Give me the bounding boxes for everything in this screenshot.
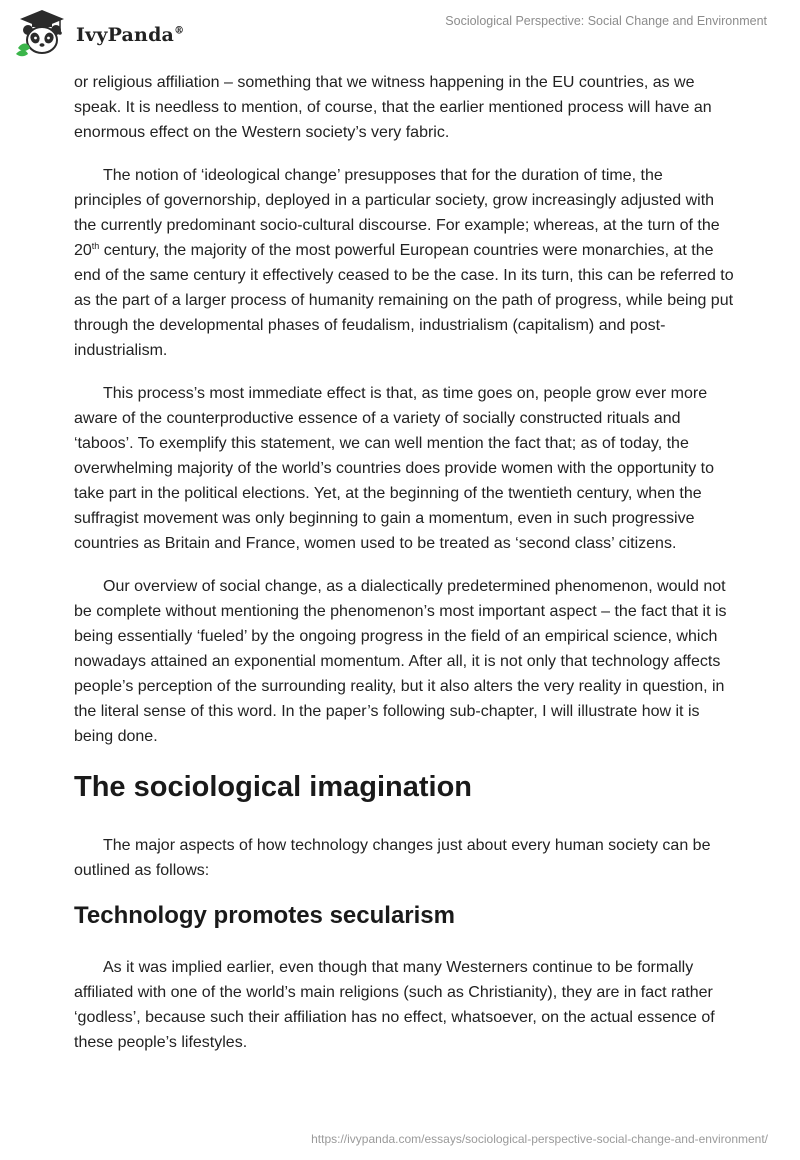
brand-name: IvyPanda® <box>76 24 185 46</box>
paragraph-1: or religious affiliation – something that we witness happening in the EU countries, as we speak. It is needless to mention, of course, that the earlier mentioned process will have an enormous effect on the Western society’s very fabric. <box>74 74 712 141</box>
paragraph-5: The major aspects of how technology changes just about every human society can be outlined as follows: <box>74 837 711 879</box>
paragraph-3: This process’s most immediate effect is that, as time goes on, people grow ever more aware of the counterproductive essence of a variety of socially constructed rituals and ‘taboos’. To exemplify this statement, we can well mention the fact that; as of today, the overwhelming majority of the world’s countries does provide women with the opportunity to take part in the political elections. Yet, at the beginning of the twentieth century, when the suffragist movement was only beginning to gain a momentum, even in such progressive countries as Britain and France, women used to be treated as ‘second class’ citizens. <box>74 385 715 552</box>
page-header <box>0 0 800 70</box>
subsection-heading: Technology promotes secularism <box>74 902 455 929</box>
panda-graduate-icon <box>14 8 70 58</box>
document-title: Sociological Perspective: Social Change and Environment <box>445 14 767 28</box>
paragraph-2: The notion of ‘ideological change’ presupposes that for the duration of time, the principles of governorship, deployed in a particular society, grow increasingly adjusted with the currently predominant socio-cultural discourse. For example; whereas, at the turn of the 20th century, the majority of the most powerful European countries were monarchies, at the end of the same century it effectively ceased to be the case. In its turn, this can be referred to as the part of a larger process of humanity remaining on the path of progress, while being put through the developmental phases of feudalism, industrialism (capitalism) and post-industrialism. <box>74 167 734 359</box>
source-url[interactable]: https://ivypanda.com/essays/sociological-perspective-social-change-and-environment/ <box>311 1132 768 1146</box>
paragraph-6: As it was implied earlier, even though that many Westerners continue to be formally affiliated with one of the world’s main religions (such as Christianity), they are in fact rather ‘godless’, because such their affiliation has no effect, whatsoever, on the actual essence of these people’s lifestyles. <box>74 959 715 1051</box>
ivypanda-logo[interactable] <box>14 8 184 58</box>
paragraph-4: Our overview of social change, as a dialectically predetermined phenomenon, would not be complete without mentioning the phenomenon’s most important aspect – the fact that it is being essentially ‘fueled’ by the ongoing progress in the field of an empirical science, which nowadays attained an exponential momentum. After all, it is not only that technology affects people’s perception of the surrounding reality, but it also alters the very reality in question, in the literal sense of this word. In the paper’s following sub-chapter, I will illustrate how it is being done. <box>74 578 727 745</box>
section-heading: The sociological imagination <box>74 771 472 803</box>
essay-body <box>74 70 734 1073</box>
